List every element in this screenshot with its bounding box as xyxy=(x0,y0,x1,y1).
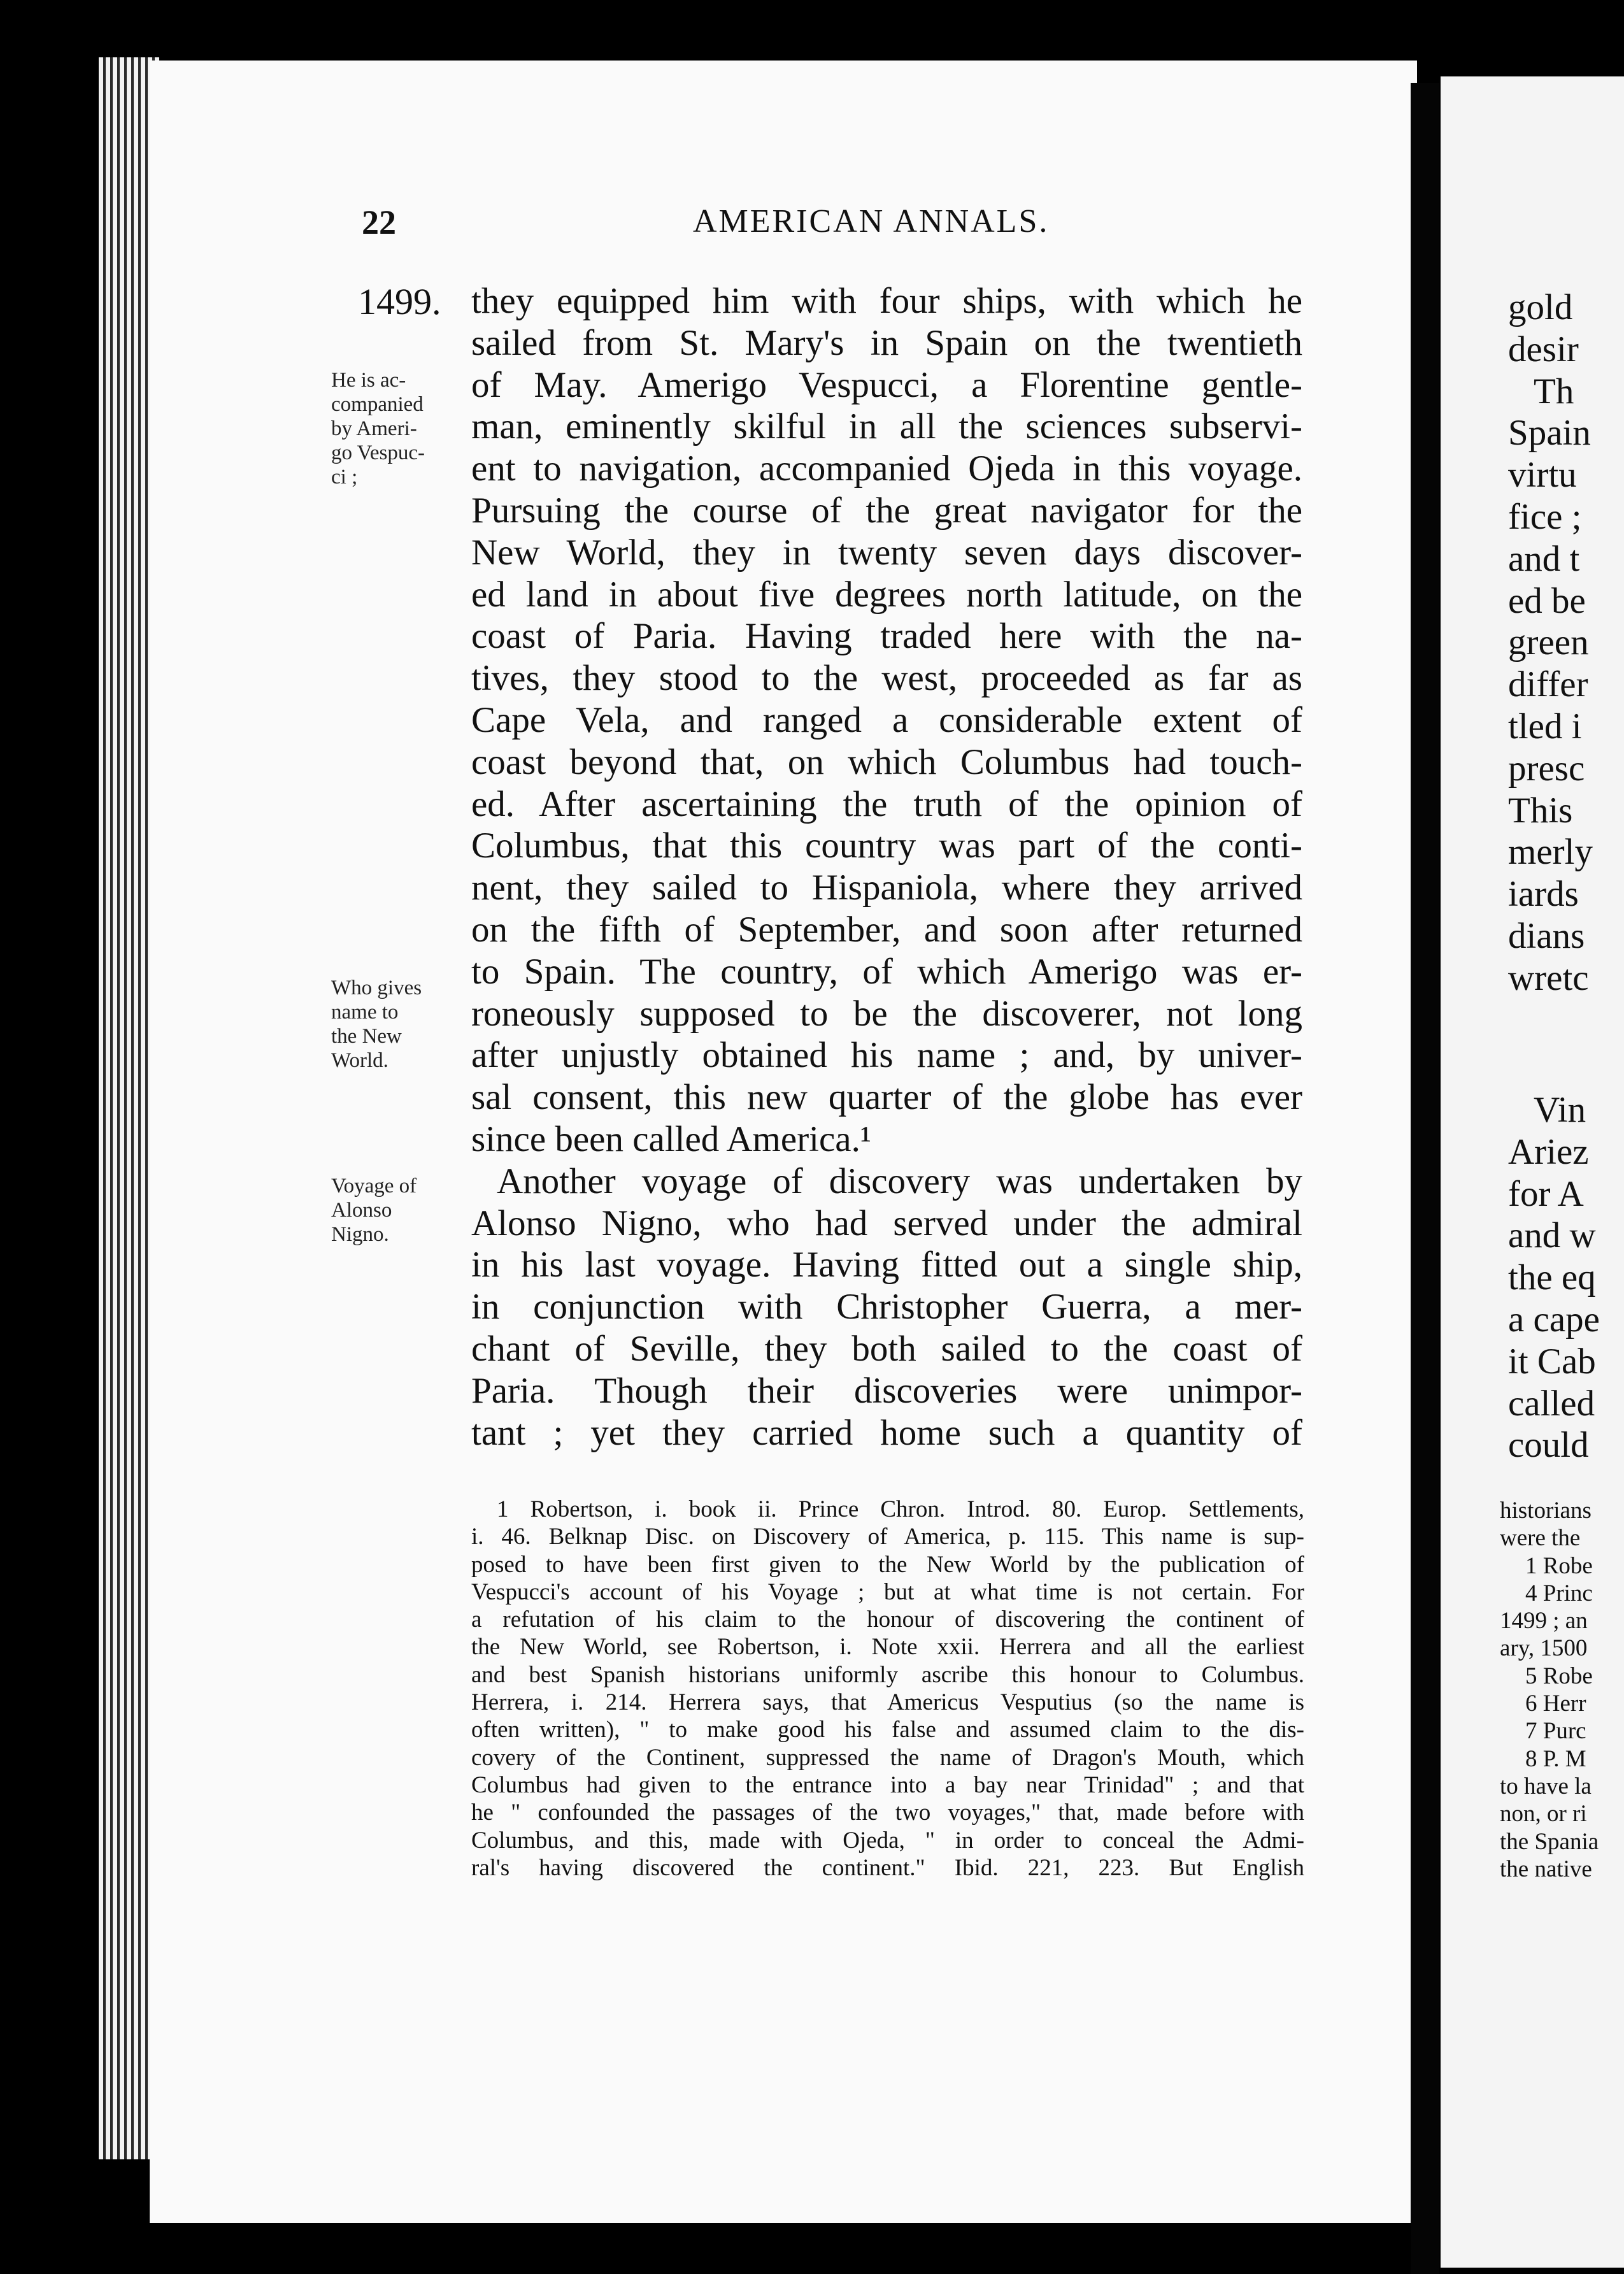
facing-page-text-bottom xyxy=(1508,1089,1624,1466)
facing-fn-line: 5 Robe xyxy=(1525,1663,1593,1689)
facing-fn-line: 6 Herr xyxy=(1525,1691,1586,1717)
facing-line: Ariez xyxy=(1508,1131,1589,1172)
margin-note-line: by Ameri- xyxy=(331,417,417,440)
facing-line: tled i xyxy=(1508,706,1582,747)
body-text xyxy=(471,280,1302,1454)
footnote-line: and best Spanish historians uniformly ascribe this honour to Columbus. xyxy=(471,1661,1304,1688)
facing-line: for A xyxy=(1508,1173,1584,1214)
margin-note-nigno xyxy=(331,1174,459,1247)
footnote-line: he " confounded the passages of the two voyages," that, made before with xyxy=(471,1799,1304,1826)
body-line: sailed from St. Mary's in Spain on the twentieth xyxy=(471,322,1302,363)
body-line: tives, they stood to the west, proceeded as far as xyxy=(471,658,1302,699)
facing-line: virtu xyxy=(1508,455,1577,496)
facing-page-footnotes xyxy=(1500,1497,1624,1883)
body-line: Columbus, that this country was part of the conti- xyxy=(471,826,1302,866)
body-line: Another voyage of discovery was undertaken by xyxy=(497,1161,1302,1201)
margin-note-new-world xyxy=(331,976,459,1073)
margin-note-line: World. xyxy=(331,1049,388,1072)
running-head: AMERICAN ANNALS. xyxy=(693,203,1050,240)
facing-fn-line: 8 P. M xyxy=(1525,1745,1586,1772)
year-marginal: 1499. xyxy=(358,281,441,322)
body-line: to Spain. The country, of which Amerigo was er- xyxy=(471,951,1302,992)
footnote-line: covery of the Continent, suppressed the name of Dragon's Mouth, which xyxy=(471,1744,1304,1771)
margin-note-line: companied xyxy=(331,393,424,416)
margin-note-line: the New xyxy=(331,1025,402,1048)
body-line: New World, they in twenty seven days discover- xyxy=(471,532,1302,573)
footnotes xyxy=(471,1496,1304,1882)
footnote-line: i. 46. Belknap Disc. on Discovery of America, p. 115. This name is sup- xyxy=(471,1524,1304,1550)
footnote-line: 1 Robertson, i. book ii. Prince Chron. Introd. 80. Europ. Settlements, xyxy=(497,1496,1304,1522)
facing-fn-line: historians xyxy=(1500,1498,1592,1524)
margin-note-line: name to xyxy=(331,1001,399,1024)
facing-line: dians xyxy=(1508,915,1585,956)
footnote-line: ral's having discovered the continent." Ibid. 221, 223. But English xyxy=(471,1854,1304,1881)
body-line: man, eminently skilful in all the sciences subservi- xyxy=(471,406,1302,447)
margin-note-line: He is ac- xyxy=(331,369,406,392)
facing-fn-line: 1 Robe xyxy=(1525,1552,1593,1579)
body-line: coast beyond that, on which Columbus had touch- xyxy=(471,741,1302,782)
body-line: they equipped him with four ships, with which he xyxy=(471,281,1302,321)
facing-line: the eq xyxy=(1508,1257,1596,1298)
facing-line: it Cab xyxy=(1508,1341,1596,1382)
facing-fn-line: ary, 1500 xyxy=(1500,1635,1588,1662)
margin-note-vespucci xyxy=(331,368,459,489)
body-line: roneously supposed to be the discoverer, not long xyxy=(471,993,1302,1034)
book-gutter xyxy=(1411,83,1439,2274)
facing-line: Spain xyxy=(1508,413,1591,454)
facing-fn-line: to have la xyxy=(1500,1773,1592,1799)
margin-note-line: Who gives xyxy=(331,976,422,999)
body-line: tant ; yet they carried home such a quantity of xyxy=(471,1412,1302,1453)
body-line: nent, they sailed to Hispaniola, where they arrived xyxy=(471,868,1302,908)
body-line: since been called America.¹ xyxy=(471,1119,871,1159)
facing-line: could xyxy=(1508,1425,1589,1466)
margin-note-line: go Vespuc- xyxy=(331,441,425,464)
facing-line: differ xyxy=(1508,664,1588,705)
footnote-line: Columbus, and this, made with Ojeda, " in order to conceal the Admi- xyxy=(471,1827,1304,1854)
facing-line: iards xyxy=(1508,874,1579,915)
footnote-line: Columbus had given to the entrance into a bay near Trinidad" ; and that xyxy=(471,1771,1304,1798)
body-line: ent to navigation, accompanied Ojeda in this voyage. xyxy=(471,448,1302,489)
body-line: Alonso Nigno, who had served under the admiral xyxy=(471,1203,1302,1243)
facing-line: called xyxy=(1508,1383,1595,1424)
facing-fn-line: the Spania xyxy=(1500,1828,1599,1855)
footnote-line: posed to have been first given to the New World by the publication of xyxy=(471,1551,1304,1578)
footnote-line: a refutation of his claim to the honour of discovering the continent of xyxy=(471,1606,1304,1633)
margin-note-line: Alonso xyxy=(331,1199,392,1222)
facing-line: a cape xyxy=(1508,1299,1600,1340)
footnote-line: often written), " to make good his false and assumed claim to the dis- xyxy=(471,1717,1304,1743)
footnote-line: the New World, see Robertson, i. Note xxii. Herrera and all the earliest xyxy=(471,1634,1304,1661)
facing-line: Vin xyxy=(1534,1090,1586,1130)
body-line: in his last voyage. Having fitted out a single ship, xyxy=(471,1245,1302,1285)
facing-line: and w xyxy=(1508,1215,1596,1256)
facing-line: wretc xyxy=(1508,957,1589,998)
margin-note-line: Nigno. xyxy=(331,1223,389,1246)
footnote-line: Vespucci's account of his Voyage ; but at what time is not certain. For xyxy=(471,1578,1304,1605)
facing-page-text-top xyxy=(1508,287,1624,999)
body-line: in conjunction with Christopher Guerra, a mer- xyxy=(471,1287,1302,1327)
facing-fn-line: non, or ri xyxy=(1500,1801,1587,1827)
body-line: coast of Paria. Having traded here with the na- xyxy=(471,616,1302,657)
facing-line: desir xyxy=(1508,329,1579,369)
facing-line: fice ; xyxy=(1508,496,1582,537)
footnote-line: Herrera, i. 214. Herrera says, that Americus Vesputius (so the name is xyxy=(471,1689,1304,1716)
facing-fn-line: the native xyxy=(1500,1856,1592,1882)
body-line: Cape Vela, and ranged a considerable extent of xyxy=(471,699,1302,740)
facing-line: This xyxy=(1508,790,1573,831)
margin-note-line: ci ; xyxy=(331,466,358,489)
facing-fn-line: 7 Purc xyxy=(1525,1718,1586,1745)
page-number: 22 xyxy=(362,203,396,241)
facing-fn-line: 4 Princ xyxy=(1525,1580,1593,1606)
body-line: Pursuing the course of the great navigator for the xyxy=(471,490,1302,531)
body-line: after unjustly obtained his name ; and, by univer- xyxy=(471,1035,1302,1076)
body-line: Paria. Though their discoveries were unimpor- xyxy=(471,1370,1302,1411)
body-line: on the fifth of September, and soon after returned xyxy=(471,909,1302,950)
body-line: of May. Amerigo Vespucci, a Florentine gentle- xyxy=(471,364,1302,405)
facing-line: merly xyxy=(1508,832,1593,873)
facing-line: Th xyxy=(1534,371,1574,411)
facing-line: and t xyxy=(1508,538,1580,579)
facing-line: ed be xyxy=(1508,580,1586,621)
facing-line: green xyxy=(1508,622,1589,663)
body-line: sal consent, this new quarter of the globe has ever xyxy=(471,1077,1302,1118)
body-line: ed. After ascertaining the truth of the opinion of xyxy=(471,783,1302,824)
facing-line: presc xyxy=(1508,748,1585,789)
facing-line: gold xyxy=(1508,287,1573,327)
facing-fn-line: were the xyxy=(1500,1525,1581,1552)
body-line: ed land in about five degrees north latitude, on the xyxy=(471,574,1302,615)
facing-fn-line: 1499 ; an xyxy=(1500,1608,1588,1634)
margin-note-line: Voyage of xyxy=(331,1175,417,1198)
body-line: chant of Seville, they both sailed to the coast of xyxy=(471,1328,1302,1369)
